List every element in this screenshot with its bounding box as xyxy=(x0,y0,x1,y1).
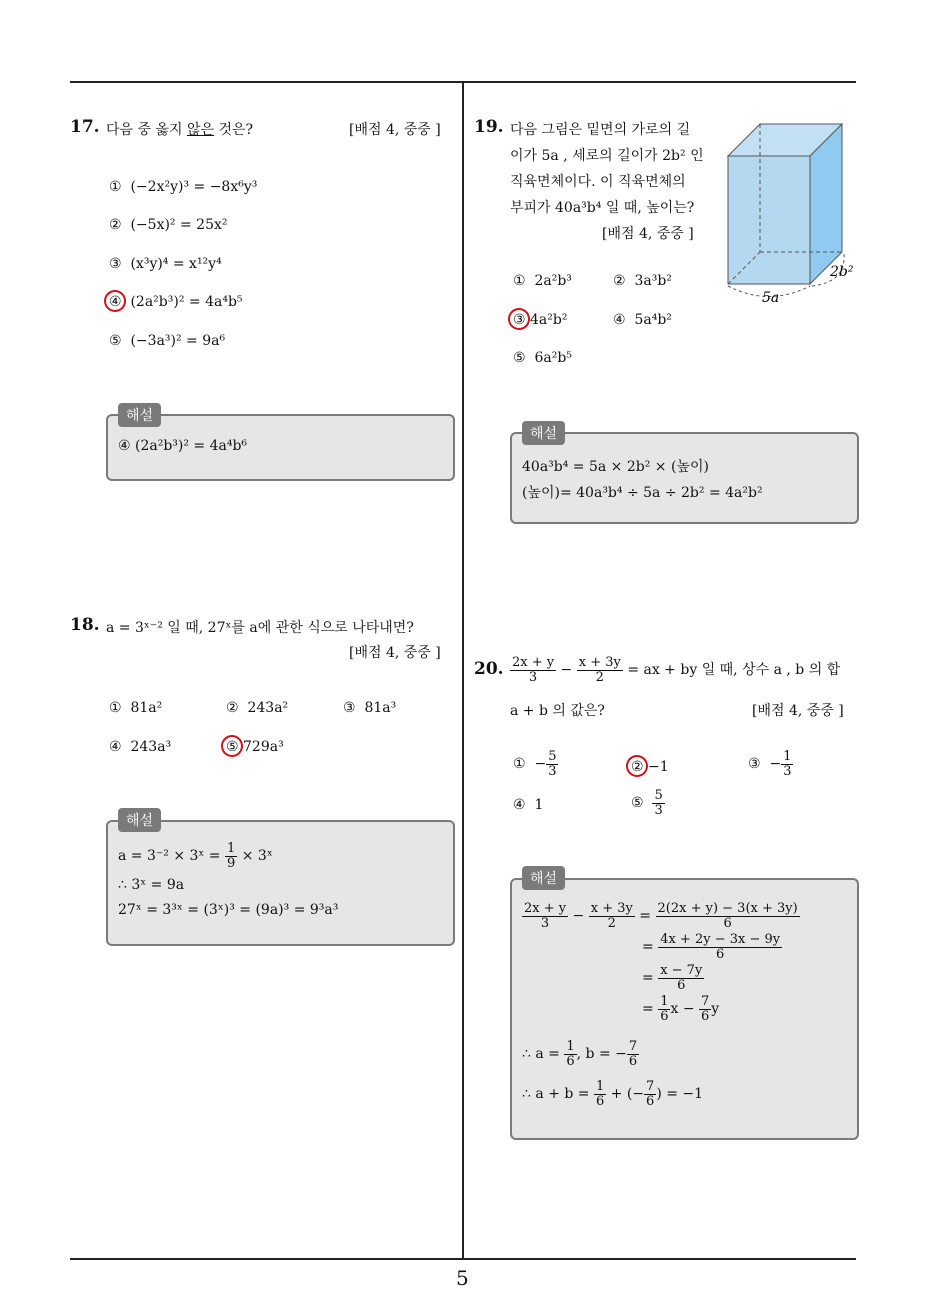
q19-choice-2[interactable]: ② 3a³b² xyxy=(613,273,672,289)
q20-choice-2[interactable]: ② −1 xyxy=(631,759,669,775)
q19-points: [배점 4, 중중 ] xyxy=(602,226,694,242)
q18-solution-line-1: a = 3⁻² × 3ˣ = $\frac{1}{9}$ × 3ˣ xyxy=(118,841,273,871)
q19-question-line-2: 이가 5a , 세로의 길이가 2b² 인 xyxy=(510,148,704,164)
q18-choice-2[interactable]: ② 243a² xyxy=(226,700,289,716)
q20-solution-line-6: ∴ a + b = $\frac{1}{6}$ + (− $\frac{7}{6}$ ) = −1 xyxy=(522,1079,704,1109)
q20-answer-mark xyxy=(623,752,651,780)
q19-figure-depth-label: 2b² xyxy=(830,264,854,280)
q18-choice-4[interactable]: ④ 243a³ xyxy=(109,739,172,755)
q17-choice-5[interactable]: ⑤ (−3a³)² = 9a⁶ xyxy=(109,333,226,349)
q17-question: 다음 중 옳지 않은 것은? xyxy=(106,122,254,138)
q20-choice-1[interactable]: ① − $\frac{5}{3}$ xyxy=(513,749,557,779)
q19-question-line-3: 직육면체이다. 이 직육면체의 xyxy=(510,174,686,190)
q17-choice-2[interactable]: ② (−5x)² = 25x² xyxy=(109,217,228,233)
q17-points: [배점 4, 중중 ] xyxy=(349,122,441,138)
q17-choice-3[interactable]: ③ (x³y)⁴ = x¹²y⁴ xyxy=(109,256,222,272)
q19-question-line-4: 부피가 40a³b⁴ 일 때, 높이는? xyxy=(510,200,695,216)
q19-choice-5[interactable]: ⑤ 6a²b⁵ xyxy=(513,350,572,366)
page-number: 5 xyxy=(456,1266,469,1290)
q20-question-line-1: $\frac{2x + y}{3}$ − $\frac{x + 3y}{2}$ = ax + by 일 때, 상수 a , b 의 합 xyxy=(512,655,841,685)
q19-cuboid-figure xyxy=(716,112,866,312)
q20-solution-line-2: = $\frac{4x + 2y - 3x - 9y}{6}$ xyxy=(642,932,781,962)
q18-choice-3[interactable]: ③ 81a³ xyxy=(343,700,397,716)
q17-solution-label: 해설 xyxy=(118,403,161,427)
q18-choice-5[interactable]: ⑤ 729a³ xyxy=(226,739,284,755)
q18-answer-mark xyxy=(218,732,246,760)
q20-points: [배점 4, 중중 ] xyxy=(752,703,844,719)
q18-solution-fraction: $\frac{1}{9}$ xyxy=(227,841,236,871)
q19-choice-1[interactable]: ① 2a²b³ xyxy=(513,273,572,289)
q19-solution-box xyxy=(510,432,859,524)
q18-solution-line-2: ∴ 3ˣ = 9a xyxy=(118,877,185,893)
q20-solution-line-4: = $\frac{1}{6}$ x − $\frac{7}{6}$ y xyxy=(642,994,720,1024)
q17-number: 17. xyxy=(70,117,100,137)
q18-question: a = 3ˣ⁻² 일 때, 27ˣ를 a에 관한 식으로 나타내면? xyxy=(106,620,414,636)
q20-number: 20. xyxy=(474,659,504,679)
q17-choice-4[interactable]: ④ (2a²b³)² = 4a⁴b⁵ xyxy=(109,294,243,310)
column-divider xyxy=(462,83,464,1259)
q20-choice-5[interactable]: ⑤ $\frac{5}{3}$ xyxy=(631,788,663,818)
q20-solution-line-5: ∴ a = $\frac{1}{6}$ , b = − $\frac{7}{6}$ xyxy=(522,1039,638,1069)
q18-solution-line-3: 27ˣ = 3³ˣ = (3ˣ)³ = (9a)³ = 9³a³ xyxy=(118,902,339,918)
q20-choice-3[interactable]: ③ − $\frac{1}{3}$ xyxy=(748,749,792,779)
bottom-rule xyxy=(70,1258,856,1260)
q19-solution-line-2: (높이)= 40a³b⁴ ÷ 5a ÷ 2b² = 4a²b² xyxy=(522,485,763,501)
q19-solution-label: 해설 xyxy=(522,421,565,445)
q17-answer-mark xyxy=(101,287,129,315)
q18-solution-label: 해설 xyxy=(118,808,161,832)
q17-solution-line: ④ (2a²b³)² = 4a⁴b⁶ xyxy=(118,438,248,454)
q20-choice-4[interactable]: ④ 1 xyxy=(513,797,544,813)
q18-choice-1[interactable]: ① 81a² xyxy=(109,700,163,716)
q19-figure-width-label: 5a xyxy=(762,290,780,306)
q18-number: 18. xyxy=(70,615,100,635)
q19-number: 19. xyxy=(474,117,504,137)
q17-choice-1[interactable]: ① (−2x²y)³ = −8x⁶y³ xyxy=(109,179,258,195)
q19-answer-mark xyxy=(505,305,533,333)
q20-question-line-2: a + b 의 값은? xyxy=(510,703,605,719)
q19-choice-4[interactable]: ④ 5a⁴b² xyxy=(613,312,672,328)
q18-points: [배점 4, 중중 ] xyxy=(349,645,441,661)
q19-choice-3[interactable]: ③ 4a²b² xyxy=(513,312,568,328)
q20-solution-line-1: $\frac{2x + y}{3}$ − $\frac{x + 3y}{2}$ = $\frac{2(2x + y) - 3(x + 3y)}{6}$ xyxy=(524,901,798,931)
q20-solution-label: 해설 xyxy=(522,866,565,890)
q20-solution-line-3: = $\frac{x - 7y}{6}$ xyxy=(642,963,703,993)
q19-solution-line-1: 40a³b⁴ = 5a × 2b² × (높이) xyxy=(522,459,709,475)
q19-question-line-1: 다음 그림은 밑면의 가로의 길 xyxy=(510,122,691,138)
